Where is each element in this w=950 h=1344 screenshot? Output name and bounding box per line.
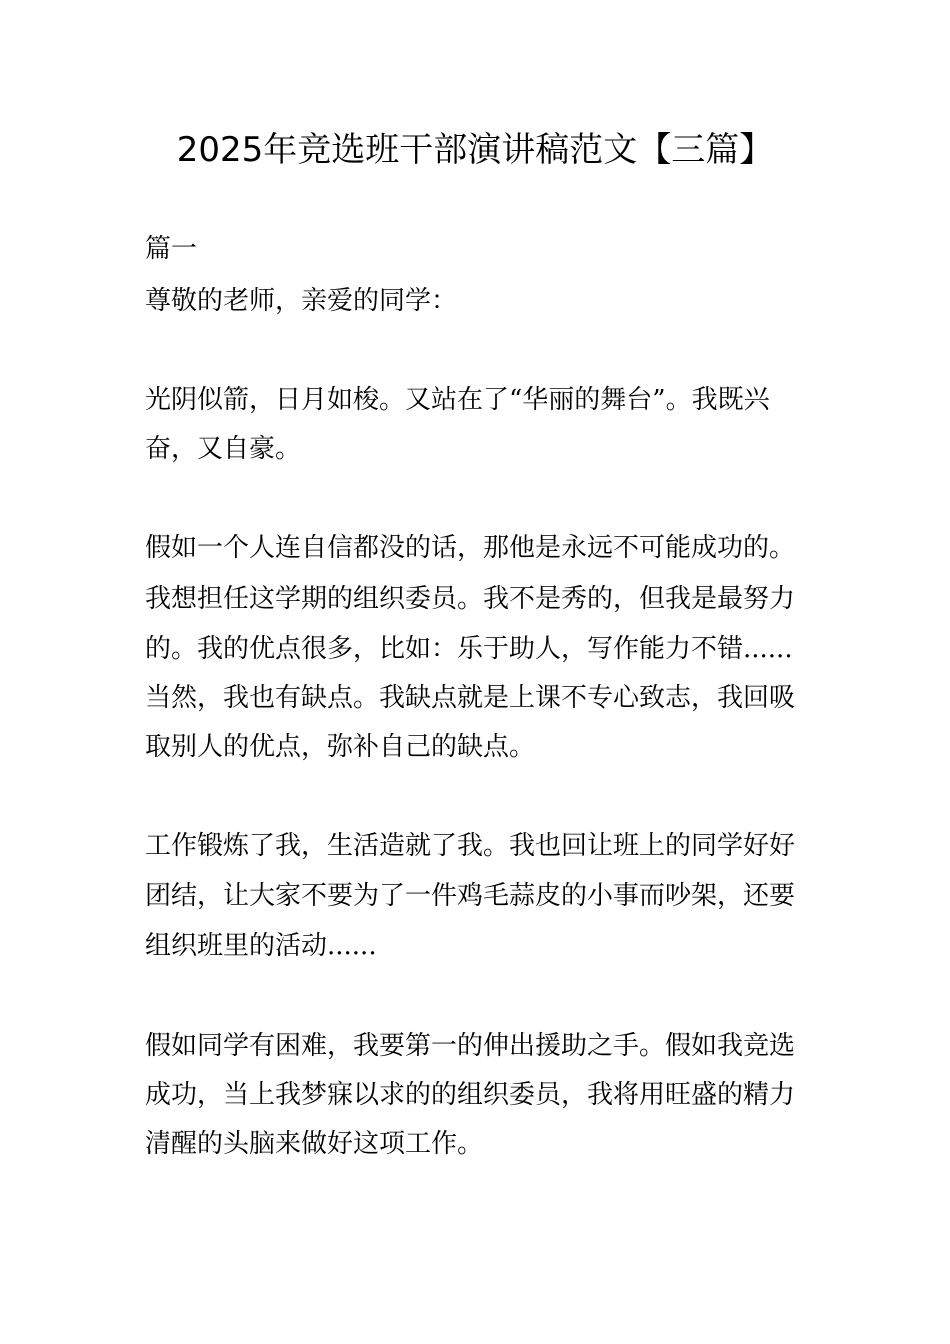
paragraph-3-line-2: 团结，让大家不要为了一件鸡毛蒜皮的小事而吵架，还要 [145, 881, 796, 911]
paragraph-2-line-1: 假如一个人连自信都没的话，那他是永远不可能成功的。 [145, 533, 796, 563]
paragraph-2-line-2: 我想担任这学期的组织委员。我不是秀的，但我是最努力 [145, 584, 796, 614]
document-title: 2025年竞选班干部演讲稿范文【三篇】 [176, 130, 774, 170]
paragraph-1-line-2: 奋，又自豪。 [145, 434, 302, 464]
section-heading: 篇一 [145, 234, 198, 264]
paragraph-2-line-3: 的。我的优点很多，比如：乐于助人，写作能力不错...... [145, 634, 793, 664]
paragraph-1-line-1: 光阴似箭，日月如梭。又站在了“华丽的舞台”。我既兴 [145, 385, 770, 415]
salutation: 尊敬的老师，亲爱的同学： [145, 286, 458, 316]
paragraph-3-line-1: 工作锻炼了我，生活造就了我。我也回让班上的同学好好 [145, 831, 796, 861]
paragraph-2-line-4: 当然，我也有缺点。我缺点就是上课不专心致志，我回吸 [145, 683, 796, 713]
paragraph-3-line-3: 组织班里的活动...... [145, 931, 377, 961]
paragraph-2-line-5: 取别人的优点，弥补自己的缺点。 [145, 732, 536, 762]
paragraph-4-line-3: 清醒的头脑来做好这项工作。 [145, 1129, 484, 1159]
paragraph-4-line-1: 假如同学有困难，我要第一的伸出援助之手。假如我竞选 [145, 1031, 796, 1061]
paragraph-4-line-2: 成功，当上我梦寐以求的的组织委员，我将用旺盛的精力 [145, 1080, 796, 1110]
